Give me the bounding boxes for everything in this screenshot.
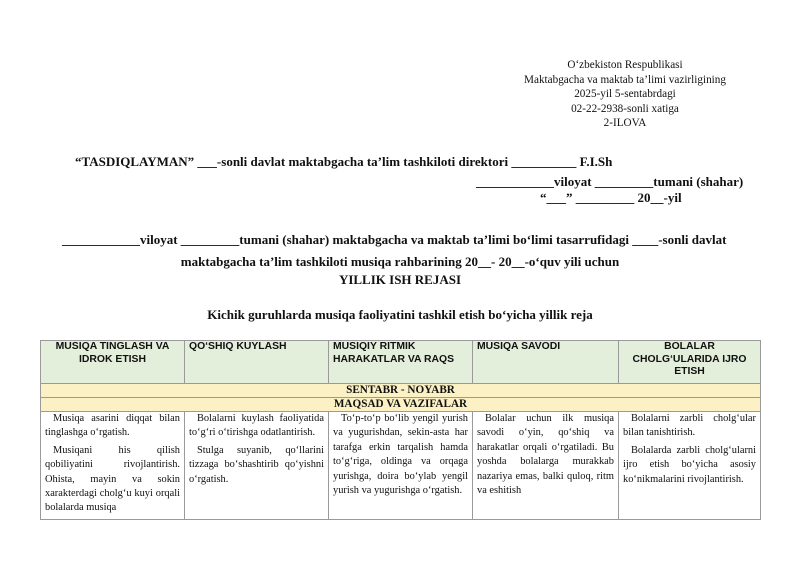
ref-line-ministry: Maktabgacha va maktab ta’limi vazirligining <box>524 73 726 86</box>
cell-paragraph: Bolalarni kuylash faoliyatida to‘g‘ri o‘tirishga odatlantirish. <box>189 413 324 439</box>
plan-title-line-1: ____________viloyat _________tumani (shahar) maktabgacha va maktab ta’limi bo‘limi tasarrufidagi ____-sonli davlat <box>62 232 727 247</box>
approval-line-date: “___” _________ 20__-yil <box>540 190 682 205</box>
plan-subtitle: Kichik guruhlarda musiqa faoliyatini tashkil etish bo‘yicha yillik reja <box>207 307 593 322</box>
cell-paragraph: Stulga suyanib, qo‘llarini tizzaga bo‘shashtirib qo‘yishni o‘rgatish. <box>189 444 324 485</box>
column-header-rhythmic-movements: MUSIQIY RITMIK HARAKATLAR VA RAQS <box>329 341 473 384</box>
cell-listening <box>41 412 185 520</box>
ref-line-republic: O‘zbekiston Respublikasi <box>567 59 683 71</box>
table-row <box>41 412 761 520</box>
section-row <box>41 398 761 412</box>
column-header-instruments: BOLALAR CHOLG‘ULARIDA IJRO ETISH <box>619 341 761 384</box>
cell-paragraph: Bolalar uchun ilk musiqa savodi o‘yin, qo‘shiq va harakatlar orqali o‘rgatiladi. Bu yoshda bolalarga murakkab nazariya emas, balki quloq, ritm va eshitish <box>477 413 614 497</box>
cell-singing <box>185 412 329 520</box>
cell-music-literacy <box>473 412 619 520</box>
cell-rhythmic-movements <box>329 412 473 520</box>
ref-line-appendix: 2-ILOVA <box>603 117 647 130</box>
column-header-singing: QO‘SHIQ KUYLASH <box>185 341 329 384</box>
ref-line-letter-number: 02-22-2938-sonli xatiga <box>571 102 679 115</box>
cell-paragraph: Bolalarni zarbli cholg‘ular bilan tanishtirish. <box>623 413 756 439</box>
cell-paragraph: Musiqa asarini diqqat bilan tinglashga o‘rgatish. <box>45 413 180 439</box>
approval-line-director: “TASDIQLAYMAN” ___-sonli davlat maktabgacha ta’lim tashkiloti direktori __________ F.I.Sh <box>75 154 613 169</box>
annual-plan-table <box>40 340 761 520</box>
period-row <box>41 384 761 398</box>
document-reference-block <box>500 58 750 131</box>
cell-instruments <box>619 412 761 520</box>
approval-line-region: ____________viloyat _________tumani (shahar) <box>476 174 744 189</box>
column-header-music-literacy: MUSIQA SAVODI <box>473 341 619 384</box>
section-label: MAQSAD VA VAZIFALAR <box>41 398 761 412</box>
cell-paragraph: To‘p-to‘p bo‘lib yengil yurish va yugurishdan, sekin-asta har tarafga erkin tarqalish hamda to‘g‘riga, oldinga va orqaga yurishga, doira bo‘ylab yengil yurish va yugurishga o‘rgatish. <box>333 413 468 497</box>
ref-line-date: 2025-yil 5-sentabrdagi <box>574 88 676 101</box>
table-header-row <box>41 341 761 384</box>
period-label: SENTABR - NOYABR <box>41 384 761 398</box>
plan-title-heading: YILLIK ISH REJASI <box>338 272 462 287</box>
cell-paragraph: Musiqani his qilish qobiliyatini rivojlantirish. Ohista, mayin va sokin xarakterdagi cholg‘u kuyi orqali bolalarda musiqa <box>45 444 180 514</box>
cell-paragraph: Bolalarda zarbli cholg‘ularni ijro etish bo‘yicha asosiy ko‘nikmalarini rivojlantirish. <box>623 444 756 485</box>
plan-title-line-2: maktabgacha ta’lim tashkiloti musiqa rahbarining 20__- 20__-o‘quv yili uchun <box>180 254 620 269</box>
column-header-listening: MUSIQA TINGLASH VA IDROK ETISH <box>41 341 185 384</box>
